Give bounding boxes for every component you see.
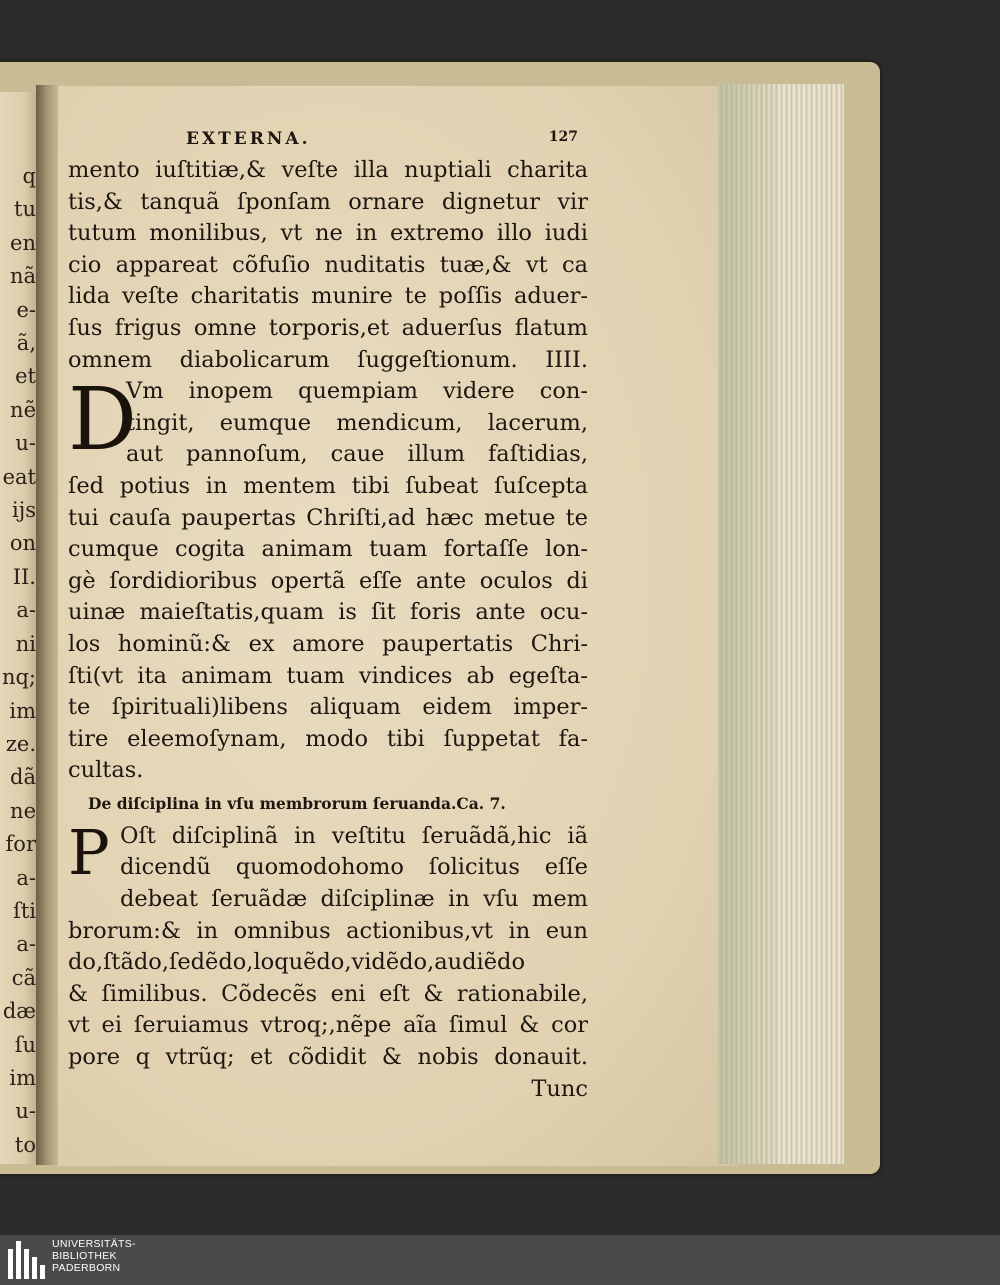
text-line: lida veſte charitatis munire te poſſis aduer-	[68, 283, 588, 310]
text-line: ſus frigus omne torporis,et aduerſus flatum	[68, 314, 588, 341]
page-edges-shade	[718, 84, 778, 1164]
fragment: ne	[10, 798, 36, 823]
text-line: aut pannoſum, caue illum faſtidias,	[126, 441, 588, 468]
text-line: omnem diabolicarum ſuggeſtionum. IIII.	[68, 346, 588, 373]
text-line: tutum monilibus, vt ne in extremo illo iudi	[68, 220, 588, 247]
page-text-block	[68, 125, 588, 1105]
fragment: dã	[10, 765, 36, 790]
fragment: u-	[15, 431, 36, 456]
fragment: nã	[9, 264, 36, 289]
text-line: uinæ maieſtatis,quam is ſit foris ante ocu-	[68, 599, 588, 626]
text-line: tui cauſa paupertas Chriſti,ad hæc metue te	[68, 504, 588, 531]
fragment: im	[9, 1065, 36, 1090]
chapter-heading: De diſciplina in vſu membrorum ſeruanda.Ca. 7.	[88, 793, 506, 813]
logo-line: UNIVERSITÄTS-	[52, 1238, 136, 1250]
text-line: te ſpirituali)libens aliquam eidem imper-	[68, 694, 588, 721]
text-line: ſti(vt ita animam tuam vindices ab egeſta-	[68, 662, 588, 689]
text-line: los hominũ:& ex amore paupertatis Chri-	[68, 630, 588, 657]
logo-line: BIBLIOTHEK	[52, 1250, 117, 1262]
fragment: eat	[2, 464, 36, 489]
fragment: ni	[15, 631, 36, 656]
library-logo-text	[52, 1238, 136, 1274]
fragment: ze.	[5, 731, 36, 756]
text-line: & ſimilibus. Cõdecẽs eni eſt & rationabile,	[68, 980, 588, 1007]
fragment: cã	[11, 965, 36, 990]
fragment: e-	[16, 297, 36, 322]
text-line: tingit, eumque mendicum, lacerum,	[126, 409, 588, 436]
catchword: Tunc	[531, 1075, 588, 1102]
text-line: Oſt diſciplinã in veſtitu ſeruãdã,hic iã	[120, 822, 588, 849]
drop-cap-initial: P	[68, 815, 110, 889]
page-number: 127	[548, 129, 578, 145]
text-line: debeat ſeruãdæ diſciplinæ in vſu mem	[120, 886, 588, 913]
paragraph-1	[68, 155, 588, 376]
library-logo-icon	[8, 1241, 48, 1279]
fragment: a-	[16, 932, 36, 957]
text-line: mento iuſtitiæ,& veſte illa nuptiali charita	[68, 157, 588, 183]
text-line: gè ſordidioribus opertã eſſe ante oculos di	[68, 567, 588, 594]
fragment: ijs	[11, 498, 36, 523]
text-line: cumque cogita animam tuam fortaſſe lon-	[68, 536, 588, 563]
fragment: tu	[14, 197, 36, 222]
running-head	[68, 125, 588, 155]
fragment: II.	[12, 564, 36, 589]
text-line: ſed potius in mentem tibi ſubeat ſuſcepta	[68, 472, 588, 499]
text-line: dicendũ quomodohomo ſolicitus eſſe	[120, 854, 588, 881]
text-line: pore q vtrũq; et cõdidit & nobis donauit.	[68, 1044, 588, 1071]
fragment: im	[9, 698, 36, 723]
drop-cap-initial: D	[68, 370, 137, 471]
paragraph-3	[68, 815, 588, 1074]
fragment: a-	[16, 598, 36, 623]
fragment: en	[10, 230, 36, 255]
logo-line: PADERBORN	[52, 1262, 121, 1274]
fragment: on	[9, 531, 36, 556]
fragment: for	[5, 832, 36, 857]
text-line: brorum:& in omnibus actionibus,vt in eun	[68, 917, 588, 944]
text-line: tis,& tanquã ſponſam ornare dignetur vir	[68, 188, 588, 215]
fragment: ſu	[14, 1032, 36, 1057]
text-line: do,ſtãdo,ſedẽdo,loquẽdo,vidẽdo,audiẽdo	[68, 949, 525, 976]
library-footer-bar	[0, 1235, 1000, 1285]
text-line: vt ei ſeruiamus vtroq;,nẽpe aĩa ſimul & cor	[68, 1012, 588, 1039]
text-line: cio appareat cõfuſio nuditatis tuæ,& vt ca	[68, 251, 588, 278]
fragment: ã,	[16, 331, 36, 356]
fragment: dæ	[2, 999, 36, 1024]
fragment: q	[22, 164, 36, 188]
fragment: et	[15, 364, 36, 389]
fragment: nẽ	[10, 397, 36, 422]
left-page-text-fragments	[0, 160, 36, 1162]
fragment: ſti	[13, 898, 36, 923]
running-head-title: EXTERNA.	[186, 129, 311, 149]
text-line: cultas.	[68, 757, 144, 784]
text-line: Vm inopem quempiam videre con-	[126, 378, 588, 405]
fragment: a-	[16, 865, 36, 890]
text-line: tire eleemoſynam, modo tibi ſuppetat fa-	[68, 725, 588, 752]
fragment: nq;	[1, 665, 36, 690]
paragraph-2	[68, 370, 588, 787]
fragment: to	[14, 1132, 36, 1157]
fragment: u-	[15, 1099, 36, 1124]
